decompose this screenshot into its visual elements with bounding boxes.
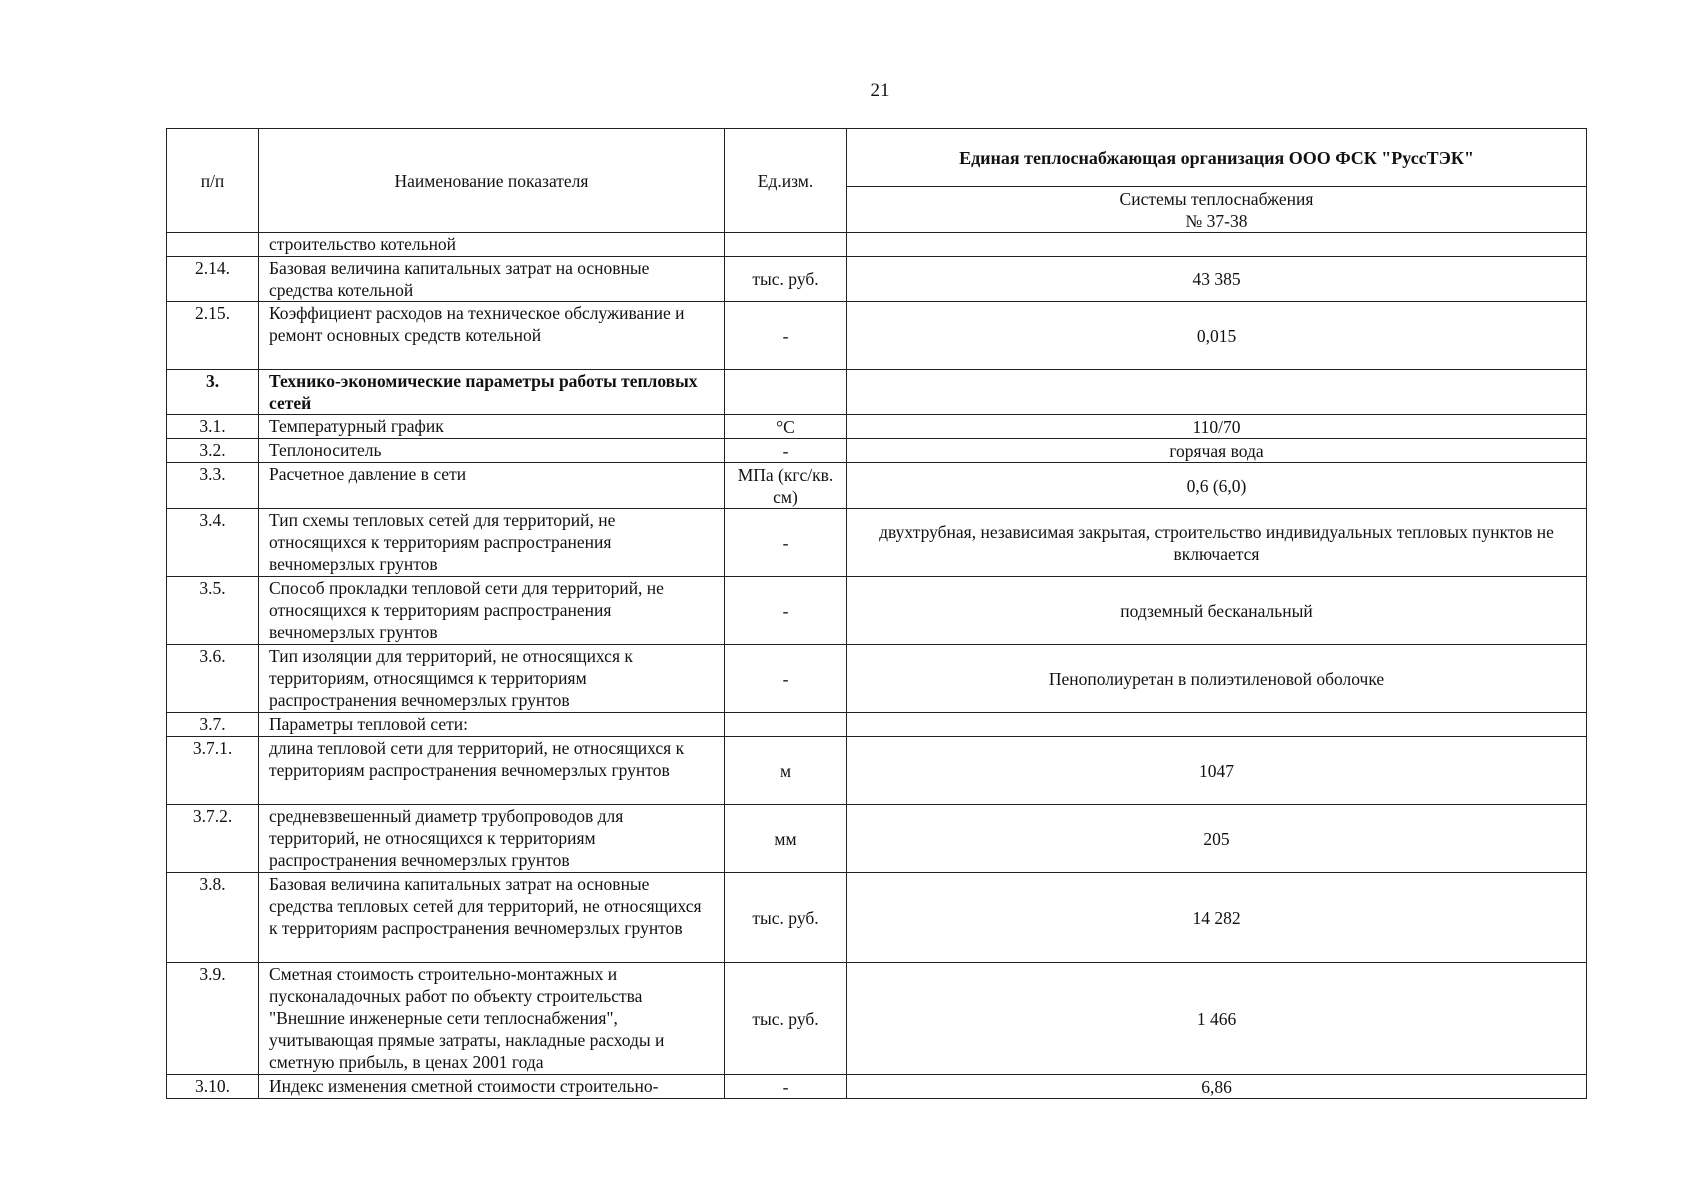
header-organization: Единая теплоснабжающая организация ООО ФСК "РуссТЭК" xyxy=(847,129,1587,187)
header-system-line1: Системы теплоснабжения xyxy=(1119,188,1314,209)
row-unit: - xyxy=(725,645,847,713)
row-value: подземный бесканальный xyxy=(847,577,1587,645)
table-row xyxy=(167,645,1587,713)
table-row xyxy=(167,370,1587,415)
row-num: 3.4. xyxy=(167,509,259,577)
table-row xyxy=(167,257,1587,302)
row-value: Пенополиуретан в полиэтиленовой оболочке xyxy=(847,645,1587,713)
row-value: 43 385 xyxy=(847,257,1587,302)
row-name: Базовая величина капитальных затрат на основные средства котельной xyxy=(259,257,725,302)
table-row xyxy=(167,415,1587,439)
table-row xyxy=(167,873,1587,963)
row-value: 110/70 xyxy=(847,415,1587,439)
row-value: горячая вода xyxy=(847,439,1587,463)
row-name: строительство котельной xyxy=(259,233,725,257)
row-unit: тыс. руб. xyxy=(725,257,847,302)
row-unit: мм xyxy=(725,805,847,873)
row-name: Тип изоляции для территорий, не относящихся к территориям, относящимся к территориям распространения вечномерзлых грунтов xyxy=(259,645,725,713)
row-unit: - xyxy=(725,1075,847,1099)
row-num: 3.2. xyxy=(167,439,259,463)
row-unit: - xyxy=(725,302,847,370)
row-num: 2.14. xyxy=(167,257,259,302)
table-header-row xyxy=(167,129,1587,187)
row-value xyxy=(847,233,1587,257)
header-name: Наименование показателя xyxy=(259,129,725,233)
row-name: Способ прокладки тепловой сети для территорий, не относящихся к территориям распространения вечномерзлых грунтов xyxy=(259,577,725,645)
row-num: 3. xyxy=(167,370,259,415)
row-unit: - xyxy=(725,509,847,577)
row-unit: - xyxy=(725,577,847,645)
row-num xyxy=(167,233,259,257)
row-num: 3.1. xyxy=(167,415,259,439)
header-system xyxy=(847,187,1587,233)
row-num: 3.6. xyxy=(167,645,259,713)
row-num: 3.3. xyxy=(167,463,259,509)
row-unit xyxy=(725,370,847,415)
row-name: Параметры тепловой сети: xyxy=(259,713,725,737)
row-num: 3.7.2. xyxy=(167,805,259,873)
table-row xyxy=(167,963,1587,1075)
row-unit: тыс. руб. xyxy=(725,873,847,963)
row-unit: °С xyxy=(725,415,847,439)
row-name: Температурный график xyxy=(259,415,725,439)
row-unit xyxy=(725,713,847,737)
row-value: двухтрубная, независимая закрытая, строительство индивидуальных тепловых пунктов не включается xyxy=(847,509,1587,577)
row-num: 3.10. xyxy=(167,1075,259,1099)
row-value xyxy=(847,713,1587,737)
page-number: 21 xyxy=(870,80,890,101)
row-name: средневзвешенный диаметр трубопроводов для территорий, не относящихся к территориям распространения вечномерзлых грунтов xyxy=(259,805,725,873)
table-row xyxy=(167,737,1587,805)
row-unit: - xyxy=(725,439,847,463)
row-value: 0,6 (6,0) xyxy=(847,463,1587,509)
row-name: Индекс изменения сметной стоимости строительно- xyxy=(259,1075,725,1099)
table-row xyxy=(167,509,1587,577)
row-name: Технико-экономические параметры работы тепловых сетей xyxy=(259,370,725,415)
table-row xyxy=(167,1075,1587,1099)
row-unit xyxy=(725,233,847,257)
table-row xyxy=(167,713,1587,737)
row-name: Базовая величина капитальных затрат на основные средства тепловых сетей для территорий, не относящихся к территориям распространения вечномерзлых грунтов xyxy=(259,873,725,963)
row-name: Расчетное давление в сети xyxy=(259,463,725,509)
row-num: 3.7.1. xyxy=(167,737,259,805)
row-value: 0,015 xyxy=(847,302,1587,370)
row-value: 1047 xyxy=(847,737,1587,805)
row-value: 14 282 xyxy=(847,873,1587,963)
row-value: 205 xyxy=(847,805,1587,873)
row-name: Тип схемы тепловых сетей для территорий, не относящихся к территориям распространения вечномерзлых грунтов xyxy=(259,509,725,577)
row-num: 2.15. xyxy=(167,302,259,370)
header-num: п/п xyxy=(167,129,259,233)
table-row xyxy=(167,302,1587,370)
row-num: 3.5. xyxy=(167,577,259,645)
row-name: Коэффициент расходов на техническое обслуживание и ремонт основных средств котельной xyxy=(259,302,725,370)
row-num: 3.8. xyxy=(167,873,259,963)
row-num: 3.9. xyxy=(167,963,259,1075)
table-row xyxy=(167,577,1587,645)
row-unit: МПа (кгс/кв. см) xyxy=(725,463,847,509)
row-name: Сметная стоимость строительно-монтажных и пусконаладочных работ по объекту строительства "Внешние инженерные сети теплоснабжения", учитывающая прямые затраты, накладные расходы и сметную прибыль, в ценах 2001 года xyxy=(259,963,725,1075)
table-row xyxy=(167,805,1587,873)
row-num: 3.7. xyxy=(167,713,259,737)
row-name: длина тепловой сети для территорий, не относящихся к территориям распространения вечномерзлых грунтов xyxy=(259,737,725,805)
row-unit: тыс. руб. xyxy=(725,963,847,1075)
row-name: Теплоноситель xyxy=(259,439,725,463)
table-row xyxy=(167,439,1587,463)
row-value: 6,86 xyxy=(847,1075,1587,1099)
row-value xyxy=(847,370,1587,415)
indicators-table xyxy=(166,128,1587,1099)
header-system-line2: № 37-38 xyxy=(1185,210,1248,231)
row-unit: м xyxy=(725,737,847,805)
row-value: 1 466 xyxy=(847,963,1587,1075)
table-row xyxy=(167,463,1587,509)
header-unit: Ед.изм. xyxy=(725,129,847,233)
table-row xyxy=(167,233,1587,257)
